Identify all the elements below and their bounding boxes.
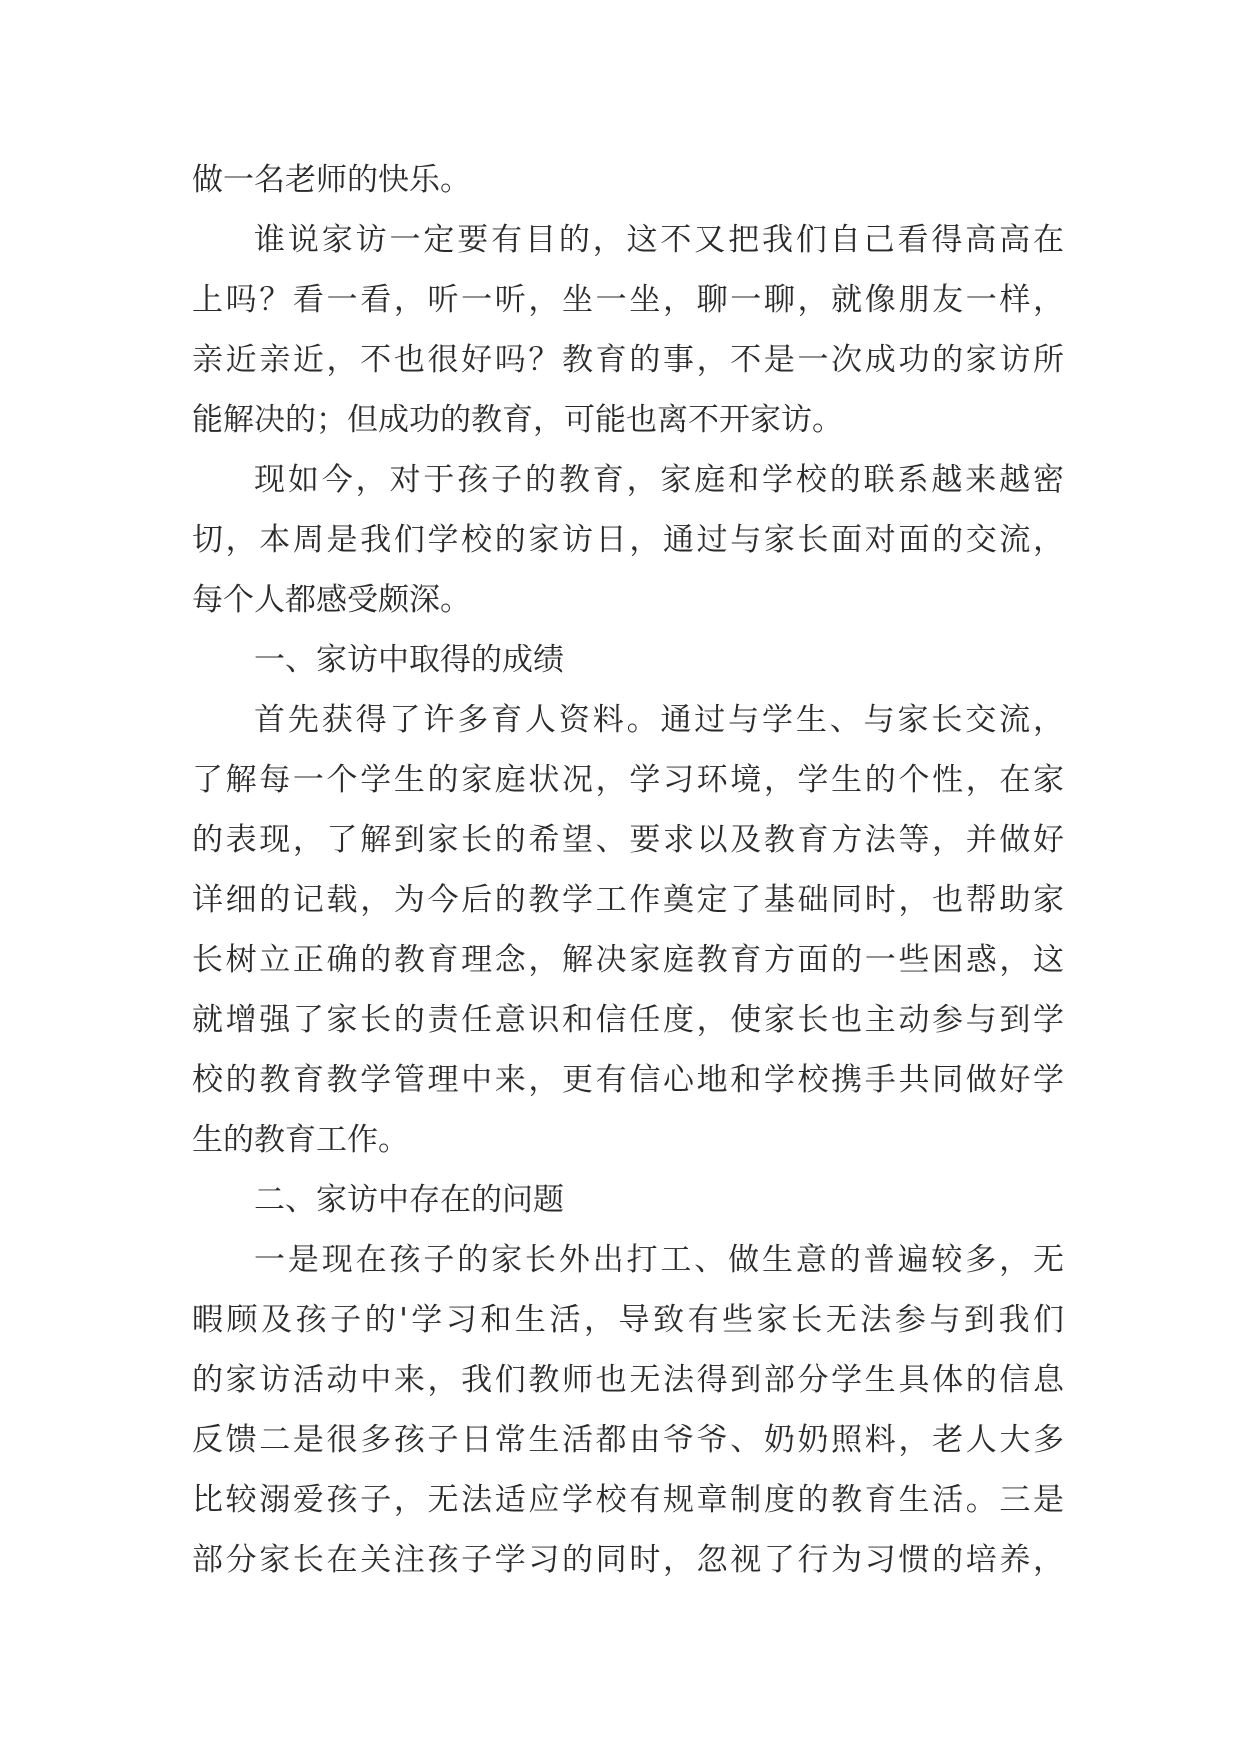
text-line: 切，本周是我们学校的家访日，通过与家长面对面的交流， xyxy=(192,522,1064,558)
text-line: 的家访活动中来，我们教师也无法得到部分学生具体的信息 xyxy=(192,1362,1064,1398)
section-heading: 二、家访中存在的问题 xyxy=(254,1182,564,1218)
text-line: 能解决的；但成功的教育，可能也离不开家访。 xyxy=(192,402,843,438)
text-line: 详细的记载，为今后的教学工作奠定了基础同时，也帮助家 xyxy=(192,882,1064,918)
text-line: 做一名老师的快乐。 xyxy=(192,162,471,198)
text-line: 长树立正确的教育理念，解决家庭教育方面的一些困惑，这 xyxy=(192,942,1064,978)
paragraph-first-line: 一是现在孩子的家长外出打工、做生意的普遍较多，无 xyxy=(254,1242,1064,1278)
section-heading: 一、家访中取得的成绩 xyxy=(254,642,564,678)
paragraph-first-line: 现如今，对于孩子的教育，家庭和学校的联系越来越密 xyxy=(254,462,1064,498)
paragraph-first-line: 谁说家访一定要有目的，这不又把我们自己看得高高在 xyxy=(254,222,1064,258)
document-body xyxy=(192,150,1072,1590)
text-line: 每个人都感受颇深。 xyxy=(192,582,471,618)
text-line: 部分家长在关注孩子学习的同时，忽视了行为习惯的培养， xyxy=(192,1542,1064,1578)
text-line: 反馈二是很多孩子日常生活都由爷爷、奶奶照料，老人大多 xyxy=(192,1422,1064,1458)
text-line: 就增强了家长的责任意识和信任度，使家长也主动参与到学 xyxy=(192,1002,1064,1038)
paragraph-first-line: 首先获得了许多育人资料。通过与学生、与家长交流， xyxy=(254,702,1064,738)
text-line: 校的教育教学管理中来，更有信心地和学校携手共同做好学 xyxy=(192,1062,1064,1098)
text-line: 的表现，了解到家长的希望、要求以及教育方法等，并做好 xyxy=(192,822,1064,858)
text-line: 暇顾及孩子的'学习和生活，导致有些家长无法参与到我们 xyxy=(192,1302,1064,1338)
text-line: 生的教育工作。 xyxy=(192,1122,409,1158)
text-line: 上吗？看一看，听一听，坐一坐，聊一聊，就像朋友一样， xyxy=(192,282,1064,318)
text-line: 比较溺爱孩子，无法适应学校有规章制度的教育生活。三是 xyxy=(192,1482,1064,1518)
text-line: 亲近亲近，不也很好吗？教育的事，不是一次成功的家访所 xyxy=(192,342,1064,378)
text-line: 了解每一个学生的家庭状况，学习环境，学生的个性，在家 xyxy=(192,762,1064,798)
